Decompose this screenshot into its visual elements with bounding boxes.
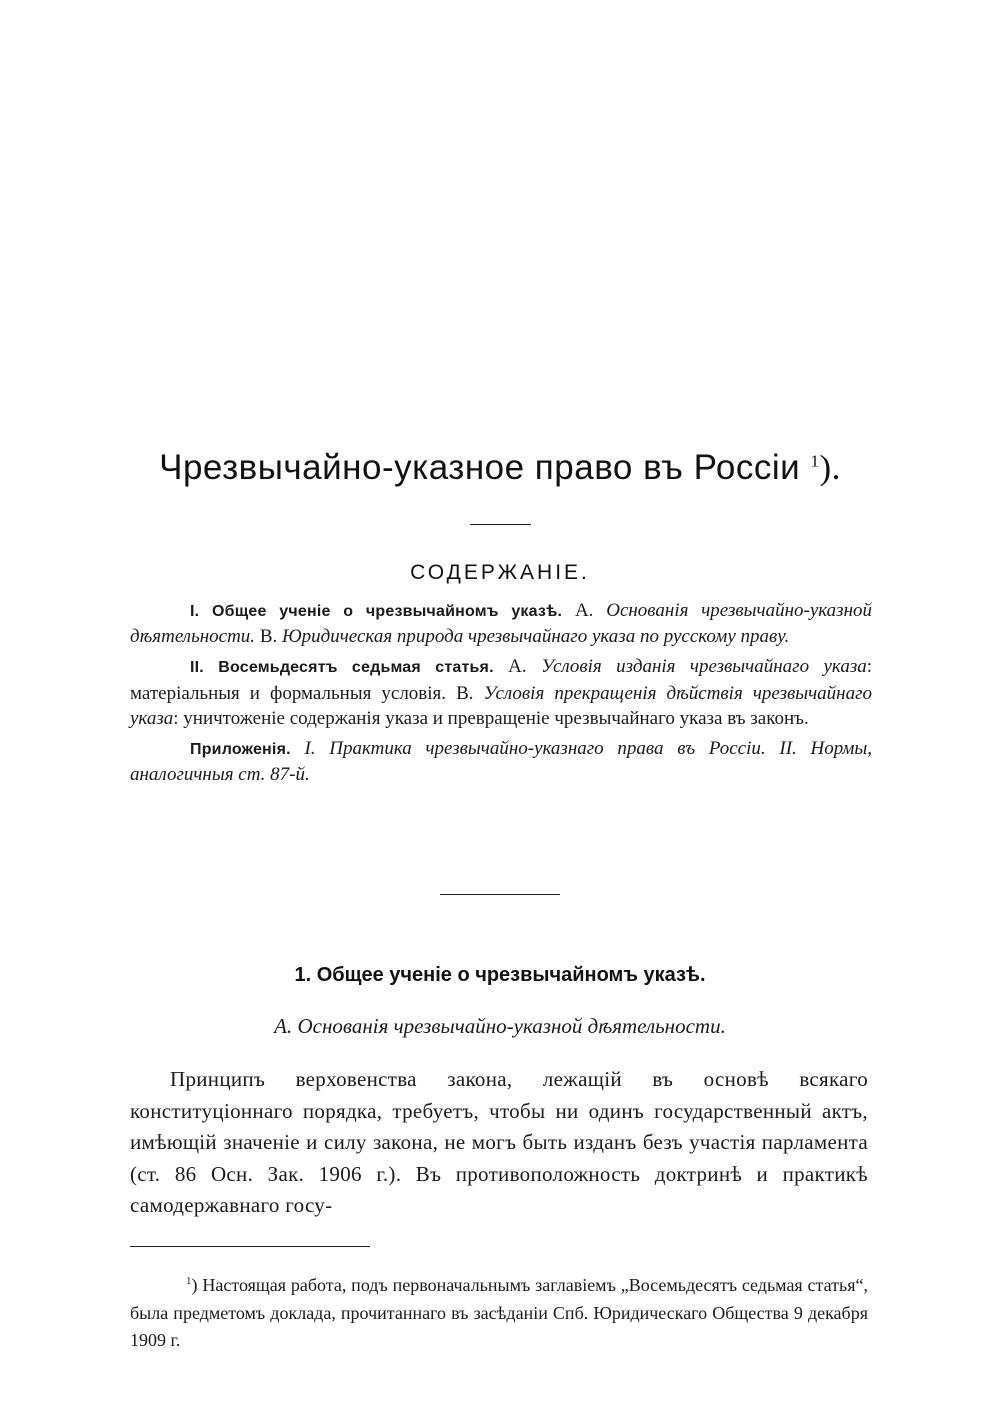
toc-part-2-b-text: Условія прекращенія дѣйствія чрезвычайнаго указа xyxy=(130,682,872,729)
footnote-text: Настоящая работа, подъ первоначальнымъ заглавіемъ „Восемьдесятъ седьмая статья“, была предметомъ доклада, прочитаннаго въ засѣданіи Спб. Юридическаго Общества 9 декабря 1909 г. xyxy=(130,1275,868,1350)
title-text: Чрезвычайно-указное право въ Россіи xyxy=(159,448,801,487)
body-text xyxy=(130,1064,868,1222)
toc-part-1-b-marker: В. xyxy=(259,626,278,648)
toc-appendix xyxy=(130,736,872,787)
toc-part-1-b-text: Юридическая природа чрезвычайнаго указа по русскому праву. xyxy=(282,626,790,648)
toc-appendix-text: I. Практика чрезвычайно-указнаго права въ Россіи. II. Нормы, аналогичныя ст. 87-й. xyxy=(130,738,873,786)
toc-part-2 xyxy=(130,654,872,731)
footnote-separator xyxy=(130,1246,370,1247)
toc-part-1 xyxy=(130,598,872,649)
contents-heading: СОДЕРЖАНІЕ. xyxy=(410,561,590,584)
page-title xyxy=(100,448,900,488)
toc-part-2-b-marker: В. xyxy=(456,682,474,704)
toc-part-2-b-rest: : уничтоженіе содержанія указа и превращеніе чрезвычайнаго указа въ законъ. xyxy=(173,707,809,729)
footnote-marker-close: ) xyxy=(191,1275,198,1295)
section-divider xyxy=(440,894,560,895)
toc-part-2-a-rest: : матеріальныя и формальныя условія. xyxy=(130,656,873,704)
toc-part-1-a-text: Основанія чрезвычайно-указной дѣятельности. xyxy=(130,600,873,648)
footnote-marker: 1 xyxy=(186,1275,192,1287)
toc-appendix-label: Приложенія. xyxy=(190,741,291,759)
section-subheading: А. Основанія чрезвычайно-указной дѣятельности. xyxy=(274,1014,726,1038)
toc-part-2-a-marker: А. xyxy=(508,656,527,678)
title-closing: ). xyxy=(819,448,841,487)
toc-part-1-a-marker: А. xyxy=(574,600,594,621)
section-heading: 1. Общее ученіе о чрезвычайномъ указѣ. xyxy=(294,964,706,986)
title-footnote-ref[interactable]: 1 xyxy=(810,451,820,471)
toc-part-2-label: II. Восемьдесятъ седьмая статья. xyxy=(190,659,494,677)
toc-part-2-a-text: Условія изданія чрезвычайнаго указа xyxy=(541,656,867,678)
toc-part-1-label: I. Общее ученіе о чрезвычайномъ указѣ. xyxy=(190,603,563,620)
footnote-paragraph xyxy=(130,1268,868,1355)
title-divider xyxy=(470,524,531,525)
body-paragraph: Принципъ верховенства закона, лежащій въ основѣ всякаго конституціоннаго порядка, требуетъ, чтобы ни одинъ государственный актъ, имѣющій значеніе и силу закона, не могъ быть изданъ безъ участія парламента (ст. 86 Осн. Зак. 1906 г.). Въ противоположность доктринѣ и практикѣ самодержавнаго госу- xyxy=(130,1067,868,1217)
table-of-contents xyxy=(130,598,872,787)
footnote xyxy=(130,1268,868,1355)
